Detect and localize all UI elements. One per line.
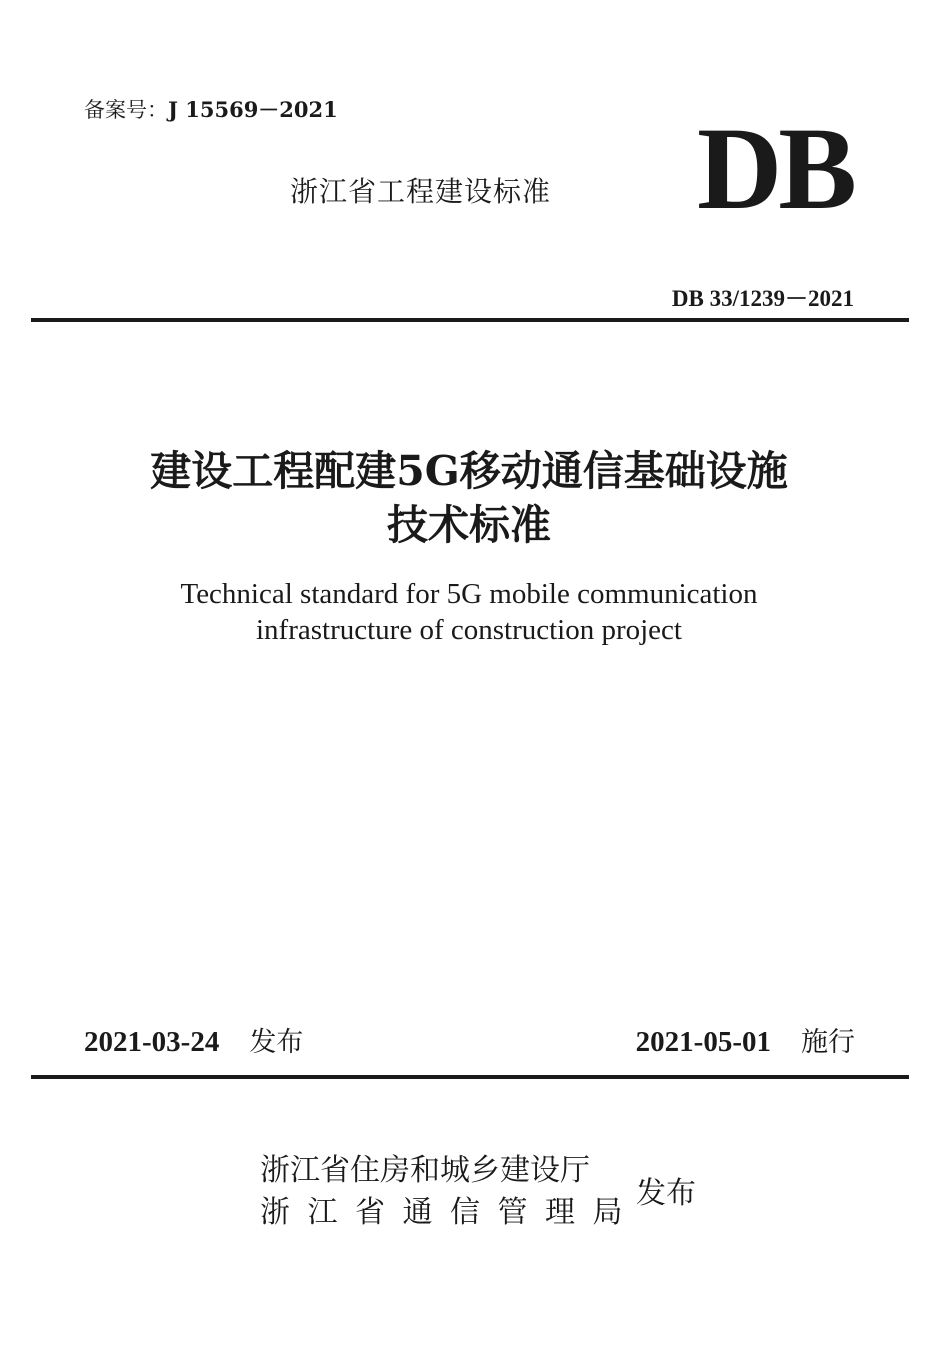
effective-date [636, 1020, 855, 1059]
title-en-line1: Technical standard for 5G mobile communication [180, 578, 758, 610]
record-number-value: J 15569－2021 [168, 97, 338, 122]
standard-category: 浙江省工程建设标准 [290, 175, 552, 208]
title-cn-line1: 建设工程配建5G移动通信基础设施 [150, 447, 788, 495]
record-number [84, 94, 338, 124]
standard-number: DB 33/1239－2021 [671, 286, 854, 311]
bottom-divider [31, 1075, 909, 1079]
record-label: 备案号： [84, 98, 168, 122]
db-logo: DB [697, 103, 853, 234]
publish-label: 发布 [636, 1176, 696, 1211]
issue-date-value: 2021-03-24 [84, 1026, 220, 1058]
issuer-housing-dept: 浙江省住房和城乡建设厅 [260, 1153, 590, 1188]
title-en-line2: infrastructure of construction project [256, 614, 682, 646]
issue-date [84, 1020, 303, 1059]
effective-label: 施行 [801, 1027, 855, 1058]
issuers [260, 1150, 640, 1234]
issue-label: 发布 [249, 1027, 304, 1058]
top-divider [31, 318, 909, 322]
title-cn-line2: 技术标准 [387, 501, 551, 549]
effective-date-value: 2021-05-01 [635, 1026, 771, 1058]
issuer-comm-admin: 浙江省通信管理局 [260, 1195, 640, 1230]
